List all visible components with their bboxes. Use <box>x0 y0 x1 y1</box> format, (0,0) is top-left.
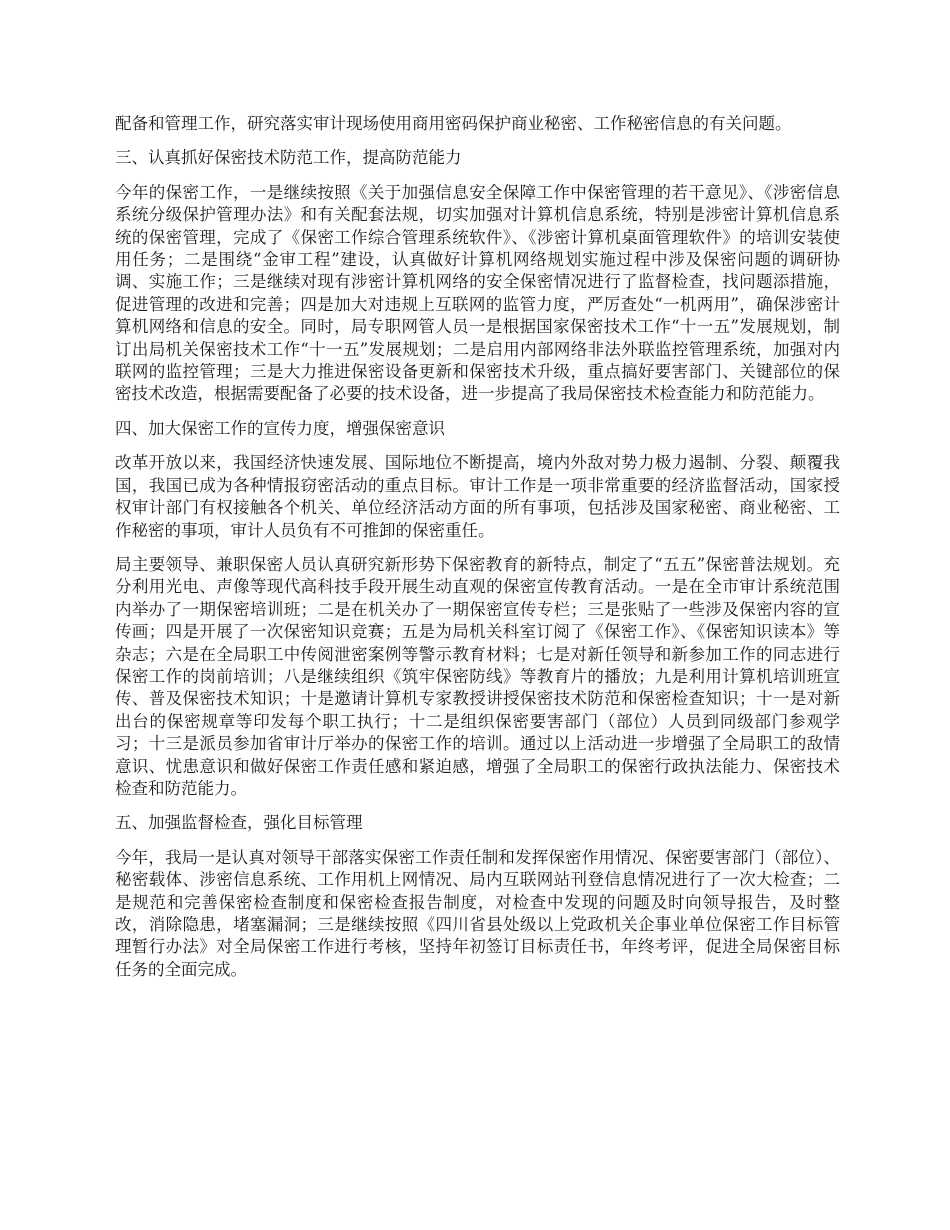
paragraph-continuation: 配备和管理工作，研究落实审计现场使用商用密码保护商业秘密、工作秘密信息的有关问题。 <box>115 114 792 133</box>
paragraph-technical-protection: 今年的保密工作，一是继续按照《关于加强信息安全保障工作中保密管理的若干意见》、《涉密信息系统分级保护管理办法》和有关配套法规，切实加强对计算机信息系统，特别是涉密计算机信息系统的保密管理，完成了《保密工作综合管理系统软件》、《涉密计算机桌面管理软件》的培训安装使用任务；二是围绕“金审工程”建设，认真做好计算机网络规划实施过程中涉及保密问题的调研协调、实施工作；三是继续对现有涉密计算机网络的安全保密情况进行了监督检查，找问题添措施，促进管理的改进和完善；四是加大对违规上互联网的监管力度，严厉查处“一机两用”，确保涉密计算机网络和信息的安全。同时，局专职网管人员一是根据国家保密技术工作“十一五”发展规划，制订出局机关保密技术工作“十一五”发展规划；二是启用内部网络非法外联监控管理系统，加强对内联网的监控管理；三是大力推进保密设备更新和保密技术升级，重点搞好要害部门、关键部位的保密技术改造，根据需要配备了必要的技术设备，进一步提高了我局保密技术检查能力和防范能力。 <box>115 182 840 404</box>
paragraph-background: 改革开放以来，我国经济快速发展、国际地位不断提高，境内外敌对势力极力遏制、分裂、颠覆我国，我国已成为各种情报窃密活动的重点目标。审计工作是一项非常重要的经济监督活动，国家授权审计部门有权接触各个机关、单位经济活动方面的所有事项，包括涉及国家秘密、商业秘密、工作秘密的事项，审计人员负有不可推卸的保密重任。 <box>115 453 840 540</box>
section-heading-5: 五、加强监督检查，强化目标管理 <box>115 813 363 833</box>
section-heading-4: 四、加大保密工作的宣传力度，增强保密意识 <box>115 418 445 438</box>
paragraph-education-activities: 局主要领导、兼职保密人员认真研究新形势下保密教育的新特点，制定了“五五”保密普法规划。充分利用光电、声像等现代高科技手段开展生动直观的保密宣传教育活动。一是在全市审计系统范围内举办了一期保密培训班；二是在机关办了一期保密宣传专栏；三是张贴了一些涉及保密内容的宣传画；四是开展了一次保密知识竞赛；五是为局机关科室订阅了《保密工作》、《保密知识读本》等杂志；六是在全局职工中传阅泄密案例等警示教育材料；七是对新任领导和新参加工作的同志进行保密工作的岗前培训；八是继续组织《筑牢保密防线》等教育片的播放；九是利用计算机培训班宣传、普及保密技术知识；十是邀请计算机专家教授讲授保密技术防范和保密检查知识；十一是对新出台的保密规章等印发每个职工执行；十二是组织保密要害部门（部位）人员到同级部门参观学习；十三是派员参加省审计厅举办的保密工作的培训。通过以上活动进一步增强了全局职工的敌情意识、忧患意识和做好保密工作责任感和紧迫感，增强了全局职工的保密行政执法能力、保密技术检查和防范能力。 <box>115 554 840 798</box>
paragraph-supervision: 今年，我局一是认真对领导干部落实保密工作责任制和发挥保密作用情况、保密要害部门（部位）、秘密载体、涉密信息系统、工作用机上网情况、局内互联网站刊登信息情况进行了一次大检查；二是规范和完善保密检查制度和保密检查报告制度，对检查中发现的问题及时向领导报告，及时整改，消除隐患，堵塞漏洞；三是继续按照《四川省县处级以上党政机关企事业单位保密工作目标管理暂行办法》对全局保密工作进行考核，坚持年初签订目标责任书，年终考评，促进全局保密目标任务的全面完成。 <box>115 847 840 979</box>
section-heading-3: 三、认真抓好保密技术防范工作，提高防范能力 <box>115 148 462 168</box>
document-page <box>115 113 840 993</box>
